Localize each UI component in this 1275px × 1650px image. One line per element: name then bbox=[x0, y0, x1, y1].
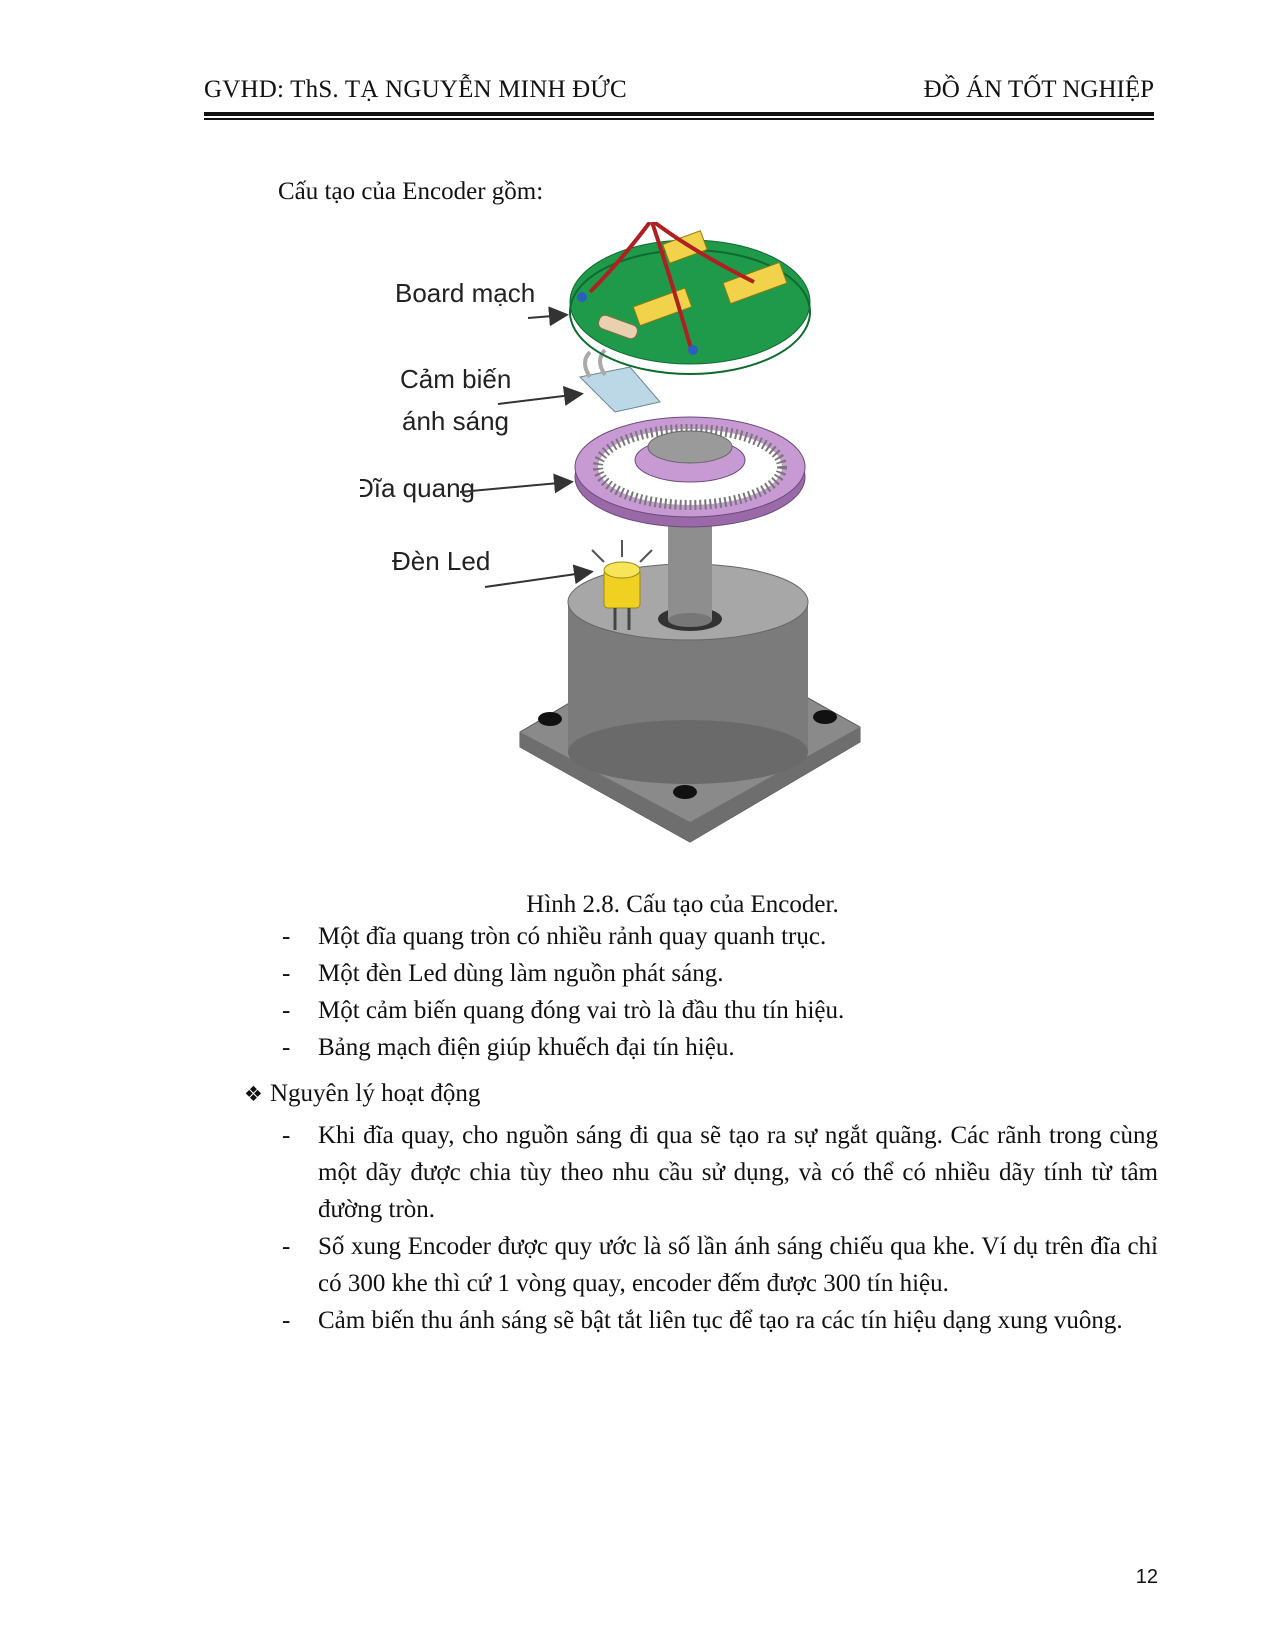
label-sensor-line2: ánh sáng bbox=[402, 406, 509, 436]
encoder-illustration bbox=[360, 222, 1020, 877]
figure-caption: Hình 2.8. Cấu tạo của Encoder. bbox=[526, 891, 839, 918]
section-heading: ❖ Nguyên lý hoạt động bbox=[244, 1080, 481, 1107]
label-disk: Đĩa quang bbox=[360, 473, 475, 503]
intro-text: Cấu tạo của Encoder gồm: bbox=[278, 178, 544, 205]
header-rule-thin bbox=[204, 118, 1154, 120]
optical-disk bbox=[575, 417, 805, 527]
diamond-bullet-icon: ❖ bbox=[244, 1082, 263, 1106]
header-advisor: GVHD: ThS. TẠ NGUYỄN MINH ĐỨC bbox=[204, 76, 627, 103]
list-item: - Số xung Encoder được quy ước là số lần ánh sáng chiếu qua khe. Ví dụ trên đĩa chỉ có 300 khe thì cứ 1 vòng quay, encoder đếm được 300 tín hiệu. bbox=[282, 1233, 1158, 1297]
encoder-figure bbox=[360, 222, 1020, 877]
list-item: - Một cảm biến quang đóng vai trò là đầu thu tín hiệu. bbox=[282, 997, 845, 1024]
principle-list bbox=[278, 1117, 1158, 1339]
header-rule-thick bbox=[204, 112, 1154, 116]
label-sensor-line1: Cảm biến bbox=[400, 364, 512, 394]
components-list bbox=[278, 918, 1158, 1066]
label-board: Board mạch bbox=[395, 278, 536, 308]
list-item: - Khi đĩa quay, cho nguồn sáng đi qua sẽ tạo ra sự ngắt quãng. Các rãnh trong cùng một dãy được chia tùy theo nhu cầu sử dụng, và có thể có nhiều dãy tính từ tâm đường tròn. bbox=[282, 1122, 1158, 1223]
page-header bbox=[204, 70, 1154, 120]
list-item: - Một đĩa quang tròn có nhiều rảnh quay quanh trục. bbox=[282, 923, 827, 950]
list-item: - Bảng mạch điện giúp khuếch đại tín hiệu. bbox=[282, 1034, 735, 1061]
list-item: - Một đèn Led dùng làm nguồn phát sáng. bbox=[282, 960, 724, 987]
label-led: Đèn Led bbox=[392, 546, 491, 576]
header-document-type: ĐỒ ÁN TỐT NGHIỆP bbox=[923, 76, 1154, 103]
page-number: 12 bbox=[1135, 1566, 1158, 1588]
list-item: - Cảm biến thu ánh sáng sẽ bật tắt liên tục để tạo ra các tín hiệu dạng xung vuông. bbox=[282, 1307, 1123, 1334]
